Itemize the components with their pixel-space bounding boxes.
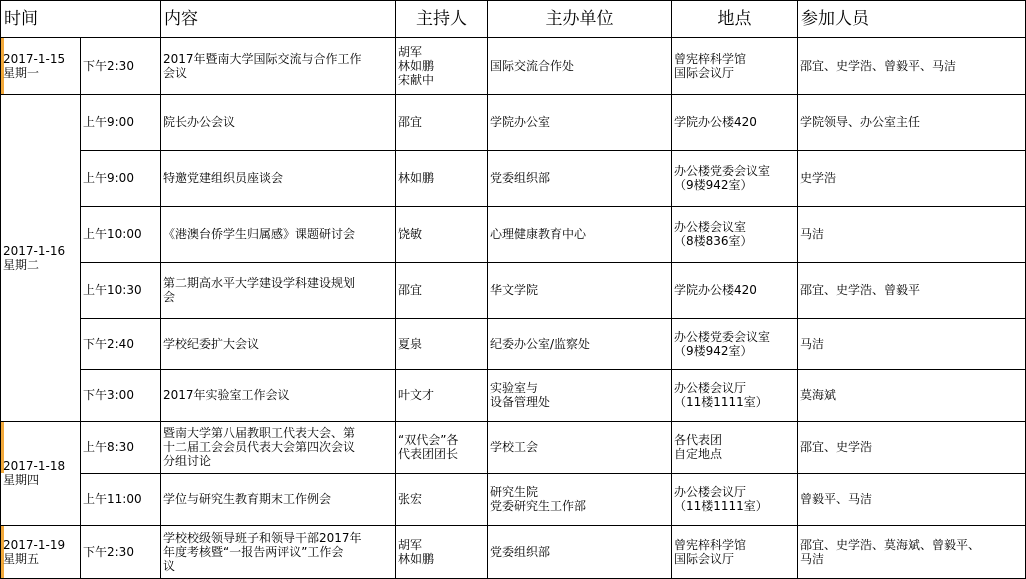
cell-location: 办公楼党委会议室 （9楼942室） xyxy=(674,164,771,192)
header-organizer: 主办单位 xyxy=(545,8,614,29)
cell-participants: 邵宜、史学浩、莫海斌、曾毅平、 马洁 xyxy=(800,537,981,566)
cell-time: 上午10:30 xyxy=(83,283,142,297)
date-cell: 2017-1-15 星期一 xyxy=(3,51,66,80)
grid-vline xyxy=(0,0,1,579)
cell-host: 邵宜 xyxy=(398,115,423,129)
cell-time: 上午10:00 xyxy=(83,227,142,241)
cell-participants: 邵宜、史学浩、曾毅平、马洁 xyxy=(800,58,957,73)
cell-participants: 史学浩 xyxy=(800,171,837,185)
cell-location: 各代表团 自定地点 xyxy=(674,433,723,461)
cell-content: 特邀党建组织员座谈会 xyxy=(163,171,284,185)
grid-hline xyxy=(0,525,1026,526)
cell-content: 2017年暨南大学国际交流与合作工作 会议 xyxy=(163,51,362,80)
grid-vline xyxy=(80,37,81,579)
cell-location: 曾宪梓科学馆 国际会议厅 xyxy=(674,51,747,80)
cell-content: 学校校级领导班子和领导干部2017年 年度考核暨“一报告两评议”工作会 议 xyxy=(163,530,362,573)
grid-vline xyxy=(671,0,672,579)
cell-time: 上午9:00 xyxy=(83,171,134,185)
header-location: 地点 xyxy=(717,8,752,29)
cell-location: 学院办公楼420 xyxy=(674,283,757,297)
date-cell: 2017-1-16 星期二 xyxy=(3,243,66,272)
header-host: 主持人 xyxy=(416,8,467,29)
cell-organizer: 党委组织部 xyxy=(490,171,551,185)
cell-organizer: 纪委办公室/监察处 xyxy=(490,336,591,351)
cell-host: 饶敏 xyxy=(398,227,423,241)
date-cell: 2017-1-19 星期五 xyxy=(3,537,66,566)
cell-location: 办公楼会议厅 （11楼1111室） xyxy=(674,381,768,409)
grid-hline xyxy=(0,0,1026,1)
header-content: 内容 xyxy=(164,8,198,29)
cell-location: 办公楼党委会议室 （9楼942室） xyxy=(674,329,771,358)
cell-participants: 马洁 xyxy=(800,336,825,351)
header-time: 时间 xyxy=(4,8,38,29)
cell-participants: 曾毅平、马洁 xyxy=(800,492,873,506)
cell-organizer: 心理健康教育中心 xyxy=(490,227,587,241)
cell-host: 夏泉 xyxy=(398,336,423,351)
cell-time: 上午8:30 xyxy=(83,440,134,454)
cell-host: 叶文才 xyxy=(398,388,435,402)
grid-hline xyxy=(0,94,1026,95)
cell-participants: 马洁 xyxy=(800,227,825,241)
cell-time: 上午9:00 xyxy=(83,115,134,129)
cell-time: 下午2:30 xyxy=(83,58,134,73)
grid-vline xyxy=(487,0,488,579)
cell-organizer: 国际交流合作处 xyxy=(490,58,575,73)
grid-hline xyxy=(80,206,1026,207)
cell-content: 学校纪委扩大会议 xyxy=(163,336,260,351)
cell-time: 上午11:00 xyxy=(83,492,142,506)
grid-vline xyxy=(797,0,798,579)
cell-organizer: 华文学院 xyxy=(490,283,539,297)
cell-organizer: 学校工会 xyxy=(490,440,539,454)
cell-location: 学院办公楼420 xyxy=(674,115,757,129)
cell-host: 胡军 林如鹏 宋献中 xyxy=(398,44,435,87)
cell-content: 《港澳台侨学生归属感》课题研讨会 xyxy=(163,227,356,241)
cell-participants: 莫海斌 xyxy=(800,388,837,402)
cell-participants: 邵宜、史学浩、曾毅平 xyxy=(800,283,921,297)
header-participants: 参加人员 xyxy=(801,8,869,29)
cell-content: 第二期高水平大学建设学科建设规划 会 xyxy=(163,276,356,304)
cell-organizer: 研究生院 党委研究生工作部 xyxy=(490,485,587,513)
grid-hline xyxy=(80,473,1026,474)
cell-host: 胡军 林如鹏 xyxy=(398,537,435,566)
cell-host: 林如鹏 xyxy=(398,171,435,185)
grid-hline xyxy=(0,37,1026,38)
cell-content: 2017年实验室工作会议 xyxy=(163,388,290,402)
cell-time: 下午2:30 xyxy=(83,544,134,559)
grid-hline xyxy=(80,262,1026,263)
date-cell: 2017-1-18 星期四 xyxy=(3,459,66,487)
cell-participants: 学院领导、办公室主任 xyxy=(800,115,921,129)
cell-organizer: 学院办公室 xyxy=(490,115,551,129)
grid-hline xyxy=(80,318,1026,319)
cell-content: 学位与研究生教育期末工作例会 xyxy=(163,492,332,506)
cell-host: 张宏 xyxy=(398,492,423,506)
cell-participants: 邵宜、史学浩 xyxy=(800,440,873,454)
grid-hline xyxy=(80,369,1026,370)
grid-vline xyxy=(395,0,396,579)
cell-time: 下午2:40 xyxy=(83,336,134,351)
cell-host: “双代会”各 代表团团长 xyxy=(398,433,459,461)
cell-location: 办公楼会议厅 （11楼1111室） xyxy=(674,485,768,513)
cell-host: 邵宜 xyxy=(398,283,423,297)
cell-organizer: 实验室与 设备管理处 xyxy=(490,381,551,409)
cell-location: 曾宪梓科学馆 国际会议厅 xyxy=(674,537,747,566)
cell-organizer: 党委组织部 xyxy=(490,544,551,559)
grid-hline xyxy=(0,421,1026,422)
cell-time: 下午3:00 xyxy=(83,388,134,402)
cell-location: 办公楼会议室 （8楼836室） xyxy=(674,220,753,248)
grid-hline xyxy=(80,150,1026,151)
cell-content: 院长办公会议 xyxy=(163,115,236,129)
cell-content: 暨南大学第八届教职工代表大会、第 十二届工会会员代表大会第四次会议 分组讨论 xyxy=(163,426,356,468)
grid-vline xyxy=(160,0,161,579)
